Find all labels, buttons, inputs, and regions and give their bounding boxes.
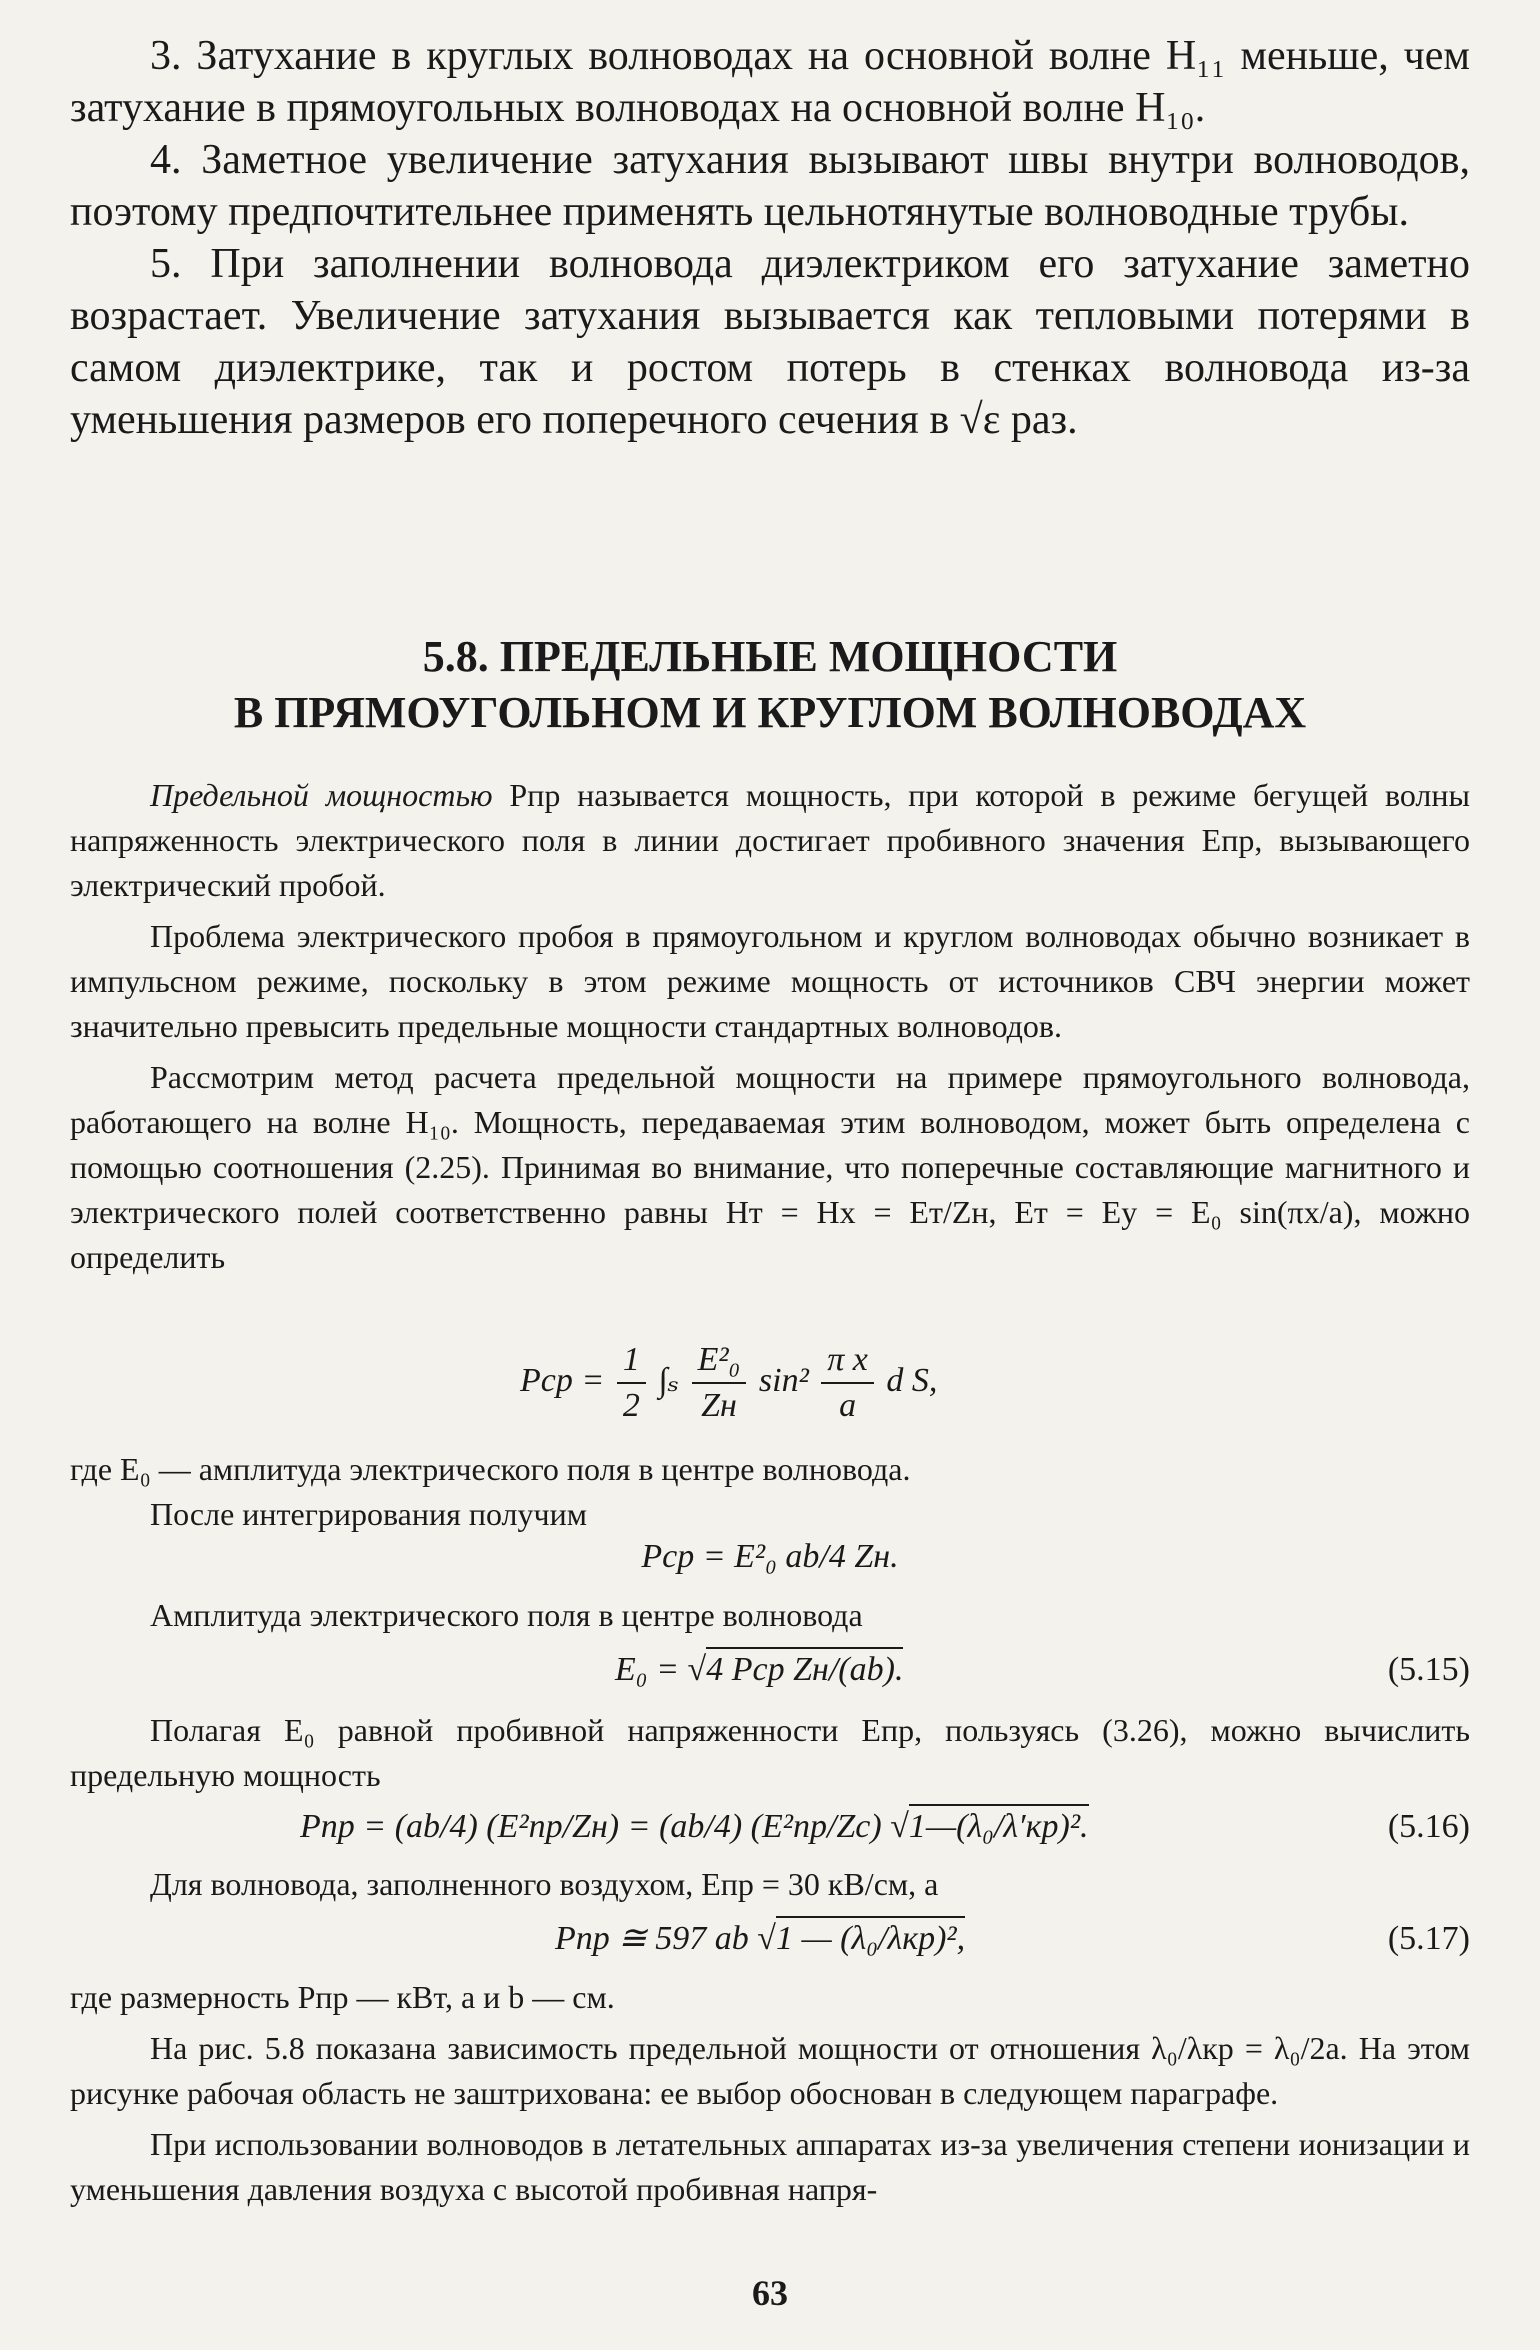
formula-pcp-integral xyxy=(70,1328,1470,1424)
integral-sign: ∫ₛ xyxy=(658,1361,680,1399)
formula-5-16 xyxy=(70,1805,1470,1855)
body-paragraphs-1 xyxy=(70,773,1470,1280)
top-paragraphs xyxy=(70,30,1470,446)
sqrt-radicand: 4 Pср Zн/(ab). xyxy=(706,1647,903,1688)
paragraph-item-4: 4. Заметное увеличение затухания вызывают швы внутри волноводов, поэтому предпочтительнее применять цельнотянутые волноводные трубы. xyxy=(70,137,1470,235)
last-paragraph: При использовании волноводов в летательных аппаратах из-за увеличения степени ионизации и уменьшения давления воздуха с высотой пробивная напря- xyxy=(70,2126,1470,2207)
body-paragraphs-2 xyxy=(70,1447,1470,1537)
formula-5-15 xyxy=(70,1648,1470,1698)
problem-paragraph: Проблема электрического пробоя в прямоугольном и круглом волноводах обычно возникает в импульсном режиме, поскольку в этом режиме мощность от источников СВЧ энергии может значительно превысить предельные мощности стандартных волноводов. xyxy=(70,918,1470,1044)
amplitude-text: Амплитуда электрического поля в центре волновода xyxy=(150,1597,863,1633)
paragraph-item-5: 5. При заполнении волновода диэлектриком его затухание заметно возрастает. Увеличение затухания вызывается как тепловыми потерями в самом диэлектрике, так и ростом потерь в стенках волновода из-за уменьшения размеров его поперечного сечения в √ε раз. xyxy=(70,241,1470,443)
fraction-bottom: 2 xyxy=(622,1387,640,1424)
definition-term: Предельной мощностью xyxy=(150,777,493,813)
figure-reference-text: На рис. 5.8 показана зависимость предельной мощности от отношения λ₀/λкр = λ₀/2a. На этом рисунке рабочая область не заштрихована: ее выбор обоснован в следующем параграфе. xyxy=(70,2030,1470,2111)
definition-paragraph xyxy=(70,773,1470,908)
polagaya-text-block xyxy=(70,1708,1470,1798)
formula-lhs: E₀ = xyxy=(615,1651,688,1688)
formula-ds: d S, xyxy=(886,1361,938,1399)
air-text-block xyxy=(70,1862,1470,1907)
section-title-line1: 5.8. ПРЕДЕЛЬНЫЕ МОЩНОСТИ xyxy=(422,632,1118,681)
formula-lhs: Pпр ≅ 597 ab xyxy=(555,1920,758,1957)
formula-5-17 xyxy=(70,1917,1470,1967)
fraction-top: E²₀ xyxy=(692,1338,747,1384)
page-number: 63 xyxy=(752,2273,788,2313)
sqrt-sign: √ xyxy=(757,1920,776,1957)
formula-expression: Pср = E²₀ ab/4 Zн. xyxy=(641,1538,899,1575)
method-paragraph: Рассмотрим метод расчета предельной мощности на примере прямоугольного волновода, работающего на волне H₁₀. Мощность, передаваемая этим волноводом, может быть определена с помощью соотношения (2.25). Принимая во внимание, что поперечные составляющие магнитного и электрического полей соответственно равны Hт = Hx = Eт/Zн, Eт = Ey = E₀ sin(πx/a), можно определить xyxy=(70,1059,1470,1275)
formula-sin: sin² xyxy=(758,1361,809,1399)
fraction-pix-a xyxy=(821,1338,874,1428)
where-e0-text: где E₀ — амплитуда электрического поля в центре волновода. xyxy=(70,1451,911,1487)
formula-lhs: Pср = xyxy=(520,1361,605,1399)
fraction-bottom: a xyxy=(839,1387,857,1424)
sqrt-radicand: 1 — (λ₀/λкр)², xyxy=(776,1916,965,1957)
formula-expression xyxy=(615,1648,903,1692)
formula-expression xyxy=(520,1338,937,1428)
body-paragraphs-3 xyxy=(70,1975,1470,2212)
amplitude-text-block xyxy=(70,1593,1470,1638)
section-title-line2: В ПРЯМОУГОЛЬНОМ И КРУГЛОМ ВОЛНОВОДАХ xyxy=(233,688,1307,737)
equation-number: (5.15) xyxy=(1387,1651,1470,1688)
sqrt-radicand: 1—(λ₀/λ′кр)². xyxy=(909,1804,1089,1845)
formula-expression xyxy=(555,1917,965,1961)
sqrt-sign: √ xyxy=(687,1651,707,1688)
units-text: где размерность Pпр — кВт, a и b — см. xyxy=(70,1979,615,2015)
fraction-e0-zh xyxy=(692,1338,747,1428)
fraction-top: π x xyxy=(821,1338,874,1384)
paragraph-item-3: 3. Затухание в круглых волноводах на основной волне H₁₁ меньше, чем затухание в прямоугольных волноводах на основной волне H₁₀. xyxy=(70,33,1470,131)
polagaya-text: Полагая E₀ равной пробивной напряженности Eпр, пользуясь (3.26), можно вычислить предельную мощность xyxy=(70,1712,1470,1793)
fraction-half xyxy=(617,1338,646,1428)
formula-lhs: Pпр = (ab/4) (E²пр/Zн) = (ab/4) (E²пр/Zс) xyxy=(300,1808,891,1845)
air-text: Для волновода, заполненного воздухом, Eпр = 30 кВ/см, а xyxy=(150,1866,939,1902)
sqrt-sign: √ xyxy=(890,1808,909,1845)
definition-text: Pпр называется мощность, при которой в режиме бегущей волны напряженность электрического поля в линии достигает пробивного значения Eпр, вызывающего электрический пробой. xyxy=(70,777,1471,903)
equation-number: (5.17) xyxy=(1387,1920,1470,1957)
after-integration-text: После интегрирования получим xyxy=(150,1496,587,1532)
fraction-bottom: Zн xyxy=(701,1387,737,1424)
formula-pcp-result xyxy=(70,1535,1470,1585)
equation-number: (5.16) xyxy=(1387,1808,1470,1845)
fraction-top: 1 xyxy=(617,1338,646,1384)
formula-expression xyxy=(300,1805,1089,1849)
